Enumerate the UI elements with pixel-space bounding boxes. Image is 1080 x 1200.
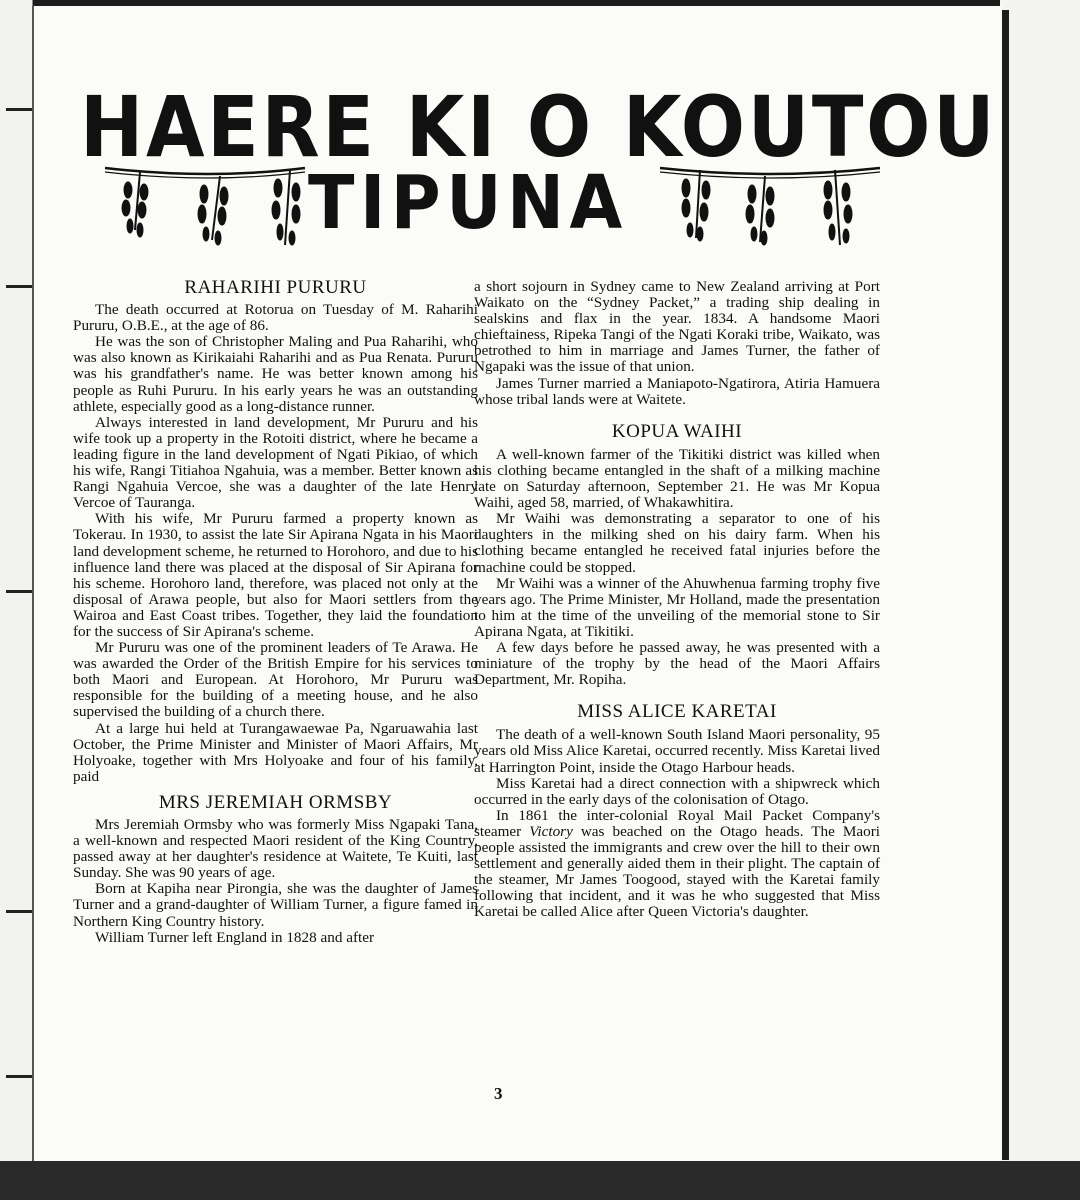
- article-paragraph: The death of a well-known South Island Maori personality, 95 years old Miss Alice Karetai, occurred recently. Miss Karetai lived at Harrington Point, inside the Otago Harbour heads.: [474, 726, 880, 776]
- article-paragraph: Mrs Jeremiah Ormsby who was formerly Miss Ngapaki Tana, a well-known and respected Maori resident of the King Country, passed away at her daughter's residence at Waitete, Te Kuiti, last Sunday. She was 90 years of age.: [73, 816, 478, 882]
- article-paragraph: a short sojourn in Sydney came to New Zealand arriving at Port Waikato on the “Sydney Packet,” a trading ship dealing in sealskins and flax in the year. 1834. A handsome Maori chieftainess, Ripeka Tangi of the Ngati Koraki tribe, Waikato, was betrothed to him in marriage and James Turner, the father of Ngapaki was the issue of that union.: [474, 278, 880, 376]
- article-paragraph: He was the son of Christopher Maling and Pua Raharihi, who was also known as Kirikaiahi Raharihi and as Pua Renata. Pururu was his grandfather's name. He was better known among his people as Ruhi Pururu. In his early years he was an outstanding athlete, especially good as a long-distance runner.: [73, 333, 478, 415]
- article-paragraph: Mr Waihi was demonstrating a separator to one of his daughters in the milking shed on his dairy farm. When his clothing became entangled he received fatal injuries before the machine could be stopped.: [474, 510, 880, 576]
- article-paragraph: The death occurred at Rotorua on Tuesday of M. Raharihi Pururu, O.B.E., at the age of 86.: [73, 301, 478, 335]
- page-title-line-1: HAERE KI O KOUTOU: [80, 78, 998, 176]
- page-title-line-2: TIPUNA: [308, 160, 628, 246]
- article-paragraph: James Turner married a Maniapoto-Ngatirora, Atiria Hamuera whose tribal lands were at Waitete.: [474, 374, 880, 408]
- article-paragraph: A few days before he passed away, he was presented with a miniature of the trophy by the head of the Maori Affairs Department, Mr. Ropiha.: [474, 638, 880, 689]
- heading-miss-alice-karetai: MISS ALICE KARETAI: [577, 701, 777, 723]
- paragraph-text: In 1861 the inter-colonial Royal Mail Packet Company's steamer: [474, 806, 880, 840]
- article-paragraph: William Turner left England in 1828 and after: [95, 928, 375, 946]
- heading-kopua-waihi: KOPUA WAIHI: [611, 420, 743, 442]
- article-paragraph: A well-known farmer of the Tikitiki district was killed when his clothing became entangled in the shaft of a milking machine late on Saturday afternoon, September 21. He was Mr Kopua Waihi, aged 58, married, of Whakawhitira.: [474, 445, 880, 512]
- binding-spine: [0, 0, 33, 1200]
- right-page-edge: [1000, 0, 1080, 1200]
- article-paragraph: At a large hui held at Turangawaewae Pa, Ngaruawahia last October, the Prime Minister and Minister of Maori Affairs, Mr Holyoake, together with Mrs Holyoake and four of his family, paid: [73, 719, 478, 785]
- ship-name: Victory: [529, 822, 573, 840]
- paragraph-text: was beached on the Otago heads. The Maori people assisted the immigrants and crew over the hill to their own settlement and generally aided them in their plight. The captain of the steamer, Mr James Toogood, stayed with the Karetai family following that incident, and it was he who suggested that Miss Karetai be called Alice after Queen Victoria's daughter.: [474, 822, 880, 921]
- heading-raharihi-pururu: RAHARIHI PURURU: [184, 277, 367, 298]
- right-column: [474, 279, 880, 920]
- article-paragraph: [474, 808, 880, 921]
- heading-mrs-jeremiah-ormsby: MRS JEREMIAH ORMSBY: [158, 791, 393, 813]
- bottom-scan-edge: [0, 1161, 1080, 1200]
- page-number: 3: [494, 1084, 503, 1103]
- article-paragraph: Always interested in land development, Mr Pururu and his wife took up a property in the Rotoiti district, where he became a leading figure in the land development of Ngati Pikiao, of which his wife, Rangi Titiahoa Ngahuia, was a member. Better known as Rangi Ngahuia Vercoe, she was a daughter of the late Henry Vercoe of Tauranga.: [73, 413, 478, 512]
- article-paragraph: With his wife, Mr Pururu farmed a property known as Tokerau. In 1930, to assist the late Sir Apirana Ngata in his Maori land development scheme, he returned to Horohoro, and due to his influence land there was placed at the disposal of Sir Apirana for his scheme. Horohoro land, therefore, was placed not only at the disposal of Arawa people, but also for Maori settlers from the Wairoa and East Coast tribes. Together, they laid the foundation for the success of Sir Apirana's scheme.: [73, 510, 478, 640]
- article-paragraph: Mr Waihi was a winner of the Ahuwhenua farming trophy five years ago. The Prime Minister, Mr Holland, made the presentation to him at the time of the unveiling of the memorial stone to Sir Apirana Ngata, at Tikitiki.: [474, 574, 880, 640]
- article-paragraph: Miss Karetai had a direct connection with a shipwreck which occurred in the early days of the colonisation of Otago.: [474, 774, 880, 808]
- article-paragraph: Mr Pururu was one of the prominent leaders of Te Arawa. He was awarded the Order of the British Empire for his services to both Maori and European. At Horohoro, Mr Pururu was responsible for the building of a meeting house, and he also supervised the building of a church there.: [73, 639, 478, 721]
- left-column: [73, 277, 478, 946]
- article-paragraph: Born at Kapiha near Pirongia, she was the daughter of James Turner and a grand-daughter of William Turner, a figure famed in Northern King Country history.: [73, 880, 478, 930]
